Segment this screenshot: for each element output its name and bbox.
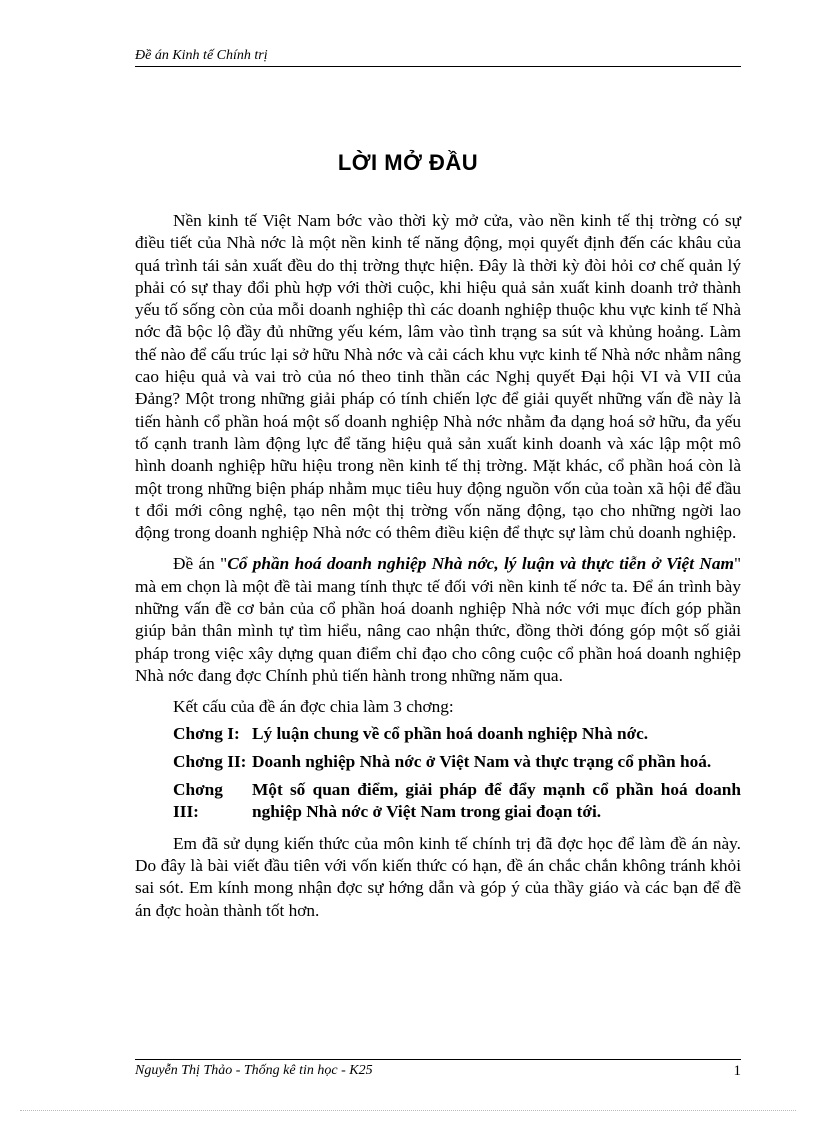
page-bottom-divider [20,1110,796,1111]
document-body [135,210,741,931]
chapter-list [135,723,741,824]
page-header: Đề án Kinh tế Chính trị [135,48,741,67]
topic-prefix: Đề án " [173,554,228,574]
chapter-text: Doanh nghiệp Nhà nớc ở Việt Nam và thực trạng cổ phần hoá. [252,751,712,771]
page-number: 1 [733,1063,741,1079]
chapter-item [135,723,741,745]
topic-title: Cổ phần hoá doanh nghiệp Nhà nớc, lý luận và thực tiễn ở Việt Nam [227,554,734,574]
chapter-item [135,751,741,773]
topic-paragraph [135,553,741,687]
chapter-text: Lý luận chung về cổ phần hoá doanh nghiệp Nhà nớc. [252,723,649,743]
structure-paragraph: Kết cấu của đề án đợc chia làm 3 chơng: [173,697,454,717]
chapter-item [135,779,741,824]
chapter-text: Một số quan điểm, giải pháp để đẩy mạnh cổ phần hoá doanh nghiệp Nhà nớc ở Việt Nam trong giai đoạn tới. [252,780,741,822]
closing-paragraph: Em đã sử dụng kiến thức của môn kinh tế chính trị đã đợc học để làm đề án này. Do đây là bài viết đầu tiên với vốn kiến thức có hạn, đề án chắc chắn không tránh khỏi sai sót. Em kính mong nhận đợc sự hớng dẫn và góp ý của thầy giáo và các bạn để đề án đợc hoàn thành tốt hơn. [135,833,741,920]
footer-author: Nguyễn Thị Thảo - Thống kê tin học - K25 [135,1063,373,1078]
topic-rest: " mà em chọn là một đề tài mang tính thực tế đối với nền kinh tế nớc ta. Để án trình bày những vấn đề cơ bản của cổ phần hoá doanh nghiệp Nhà nớc với mục đích góp phần giúp bản thân mình tự tìm hiểu, nâng cao nhận thức, đồng thời đóng góp một số giải pháp trong việc xây dựng quan điểm chỉ đạo cho công cuộc cổ phần hoá doanh nghiệp Nhà nớc đang đợc Chính phủ tiến hành trong những năm qua. [135,554,741,685]
chapter-label: Chơng III: [173,780,223,822]
page-footer [135,1059,741,1080]
document-title: LỜI MỞ ĐẦU [337,150,479,175]
chapter-label: Chơng I: [173,723,240,743]
intro-paragraph: Nền kinh tế Việt Nam bớc vào thời kỳ mở cửa, vào nền kinh tế thị trờng có sự điều tiết của Nhà nớc là một nền kinh tế năng động, mọi quyết định đến các khâu của quá trình tái sản xuất đều do thị trờng thực hiện. Đây là thời kỳ đòi hỏi cơ chế quản lý phải có sự thay đổi phù hợp với thời cuộc, khi hiệu quả sản xuất kinh doanh trở thành yếu tố sống còn của mỗi doanh nghiệp thì các doanh nghiệp thuộc khu vực kinh tế Nhà nớc đã bộc lộ đầy đủ những yếu kém, lâm vào tình trạng sa sút và khủng hoảng. Làm thế nào để cấu trúc lại sở hữu Nhà nớc và cải cách khu vực kinh tế Nhà nớc nhằm nâng cao hiệu quả và vai trò của nó theo tinh thần các Nghị quyết Đại hội VI và VII của Đảng? Một trong những giải pháp có tính chiến lợc để giải quyết những vấn đề này là tiến hành cổ phần hoá một số doanh nghiệp Nhà nớc nhằm đa dạng hoá sở hữu, đa yếu tố cạnh tranh làm động lực để tăng hiệu quả sản xuất kinh doanh và xác lập một mô hình doanh nghiệp hữu hiệu trong nền kinh tế thị trờng. Mặt khác, cổ phần hoá còn là một trong những biện pháp nhằm mục tiêu huy động nguồn vốn của toàn xã hội để đầu t đổi mới công nghệ, tạo nên một thị trờng vốn năng động, tạo cho những ngời lao động trong doanh nghiệp Nhà nớc có thêm điều kiện để thực sự làm chủ doanh nghiệp. [135,211,741,543]
chapter-label: Chơng II: [173,751,247,771]
